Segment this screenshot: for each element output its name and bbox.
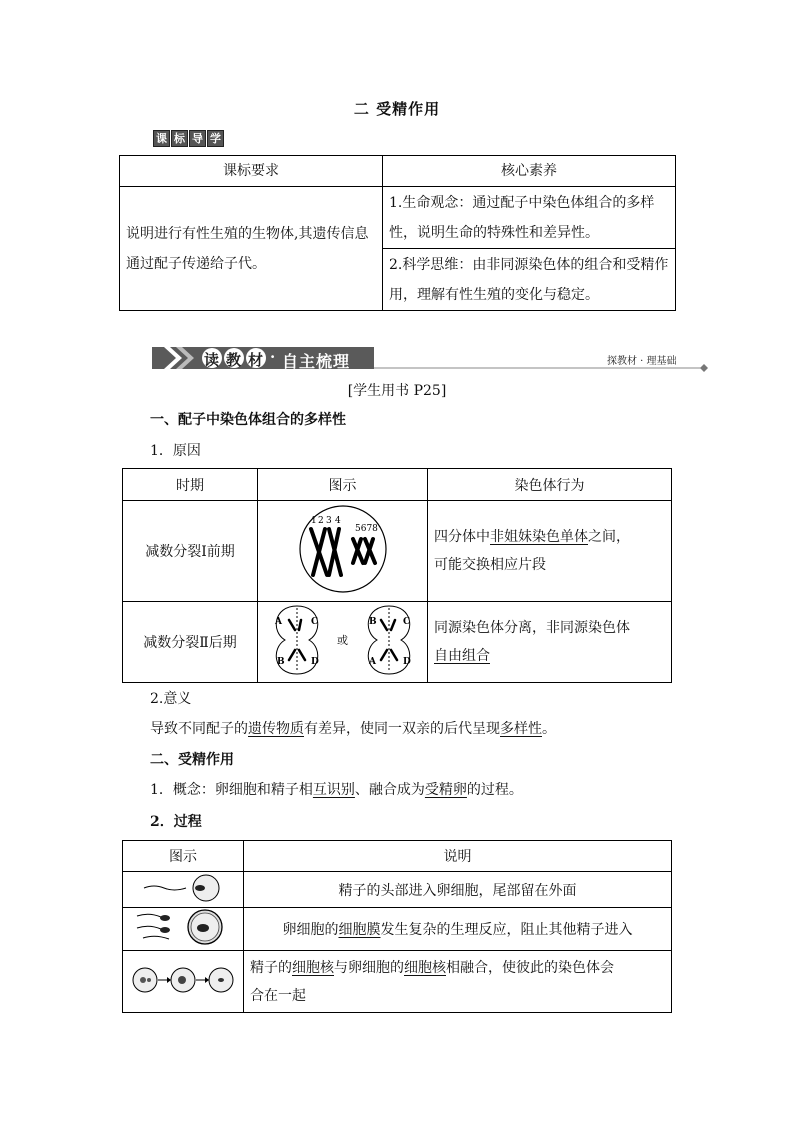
requirement-text: 说明进行有性生殖的生物体,其遗传信息通过配子传递给子代。 bbox=[126, 225, 369, 272]
meiosis-i-figure-cell bbox=[258, 501, 428, 602]
banner-subtitle: 自主梳理 bbox=[282, 352, 351, 371]
requirement-cell bbox=[120, 187, 383, 311]
table-header: 说明 bbox=[244, 841, 672, 872]
allele-letter: D bbox=[310, 657, 319, 667]
behavior-text: 可能交换相应片段 bbox=[434, 557, 546, 573]
table-header: 课标要求 bbox=[120, 156, 383, 187]
section-heading: 二、受精作用 bbox=[150, 752, 234, 768]
allele-letter: B bbox=[276, 657, 285, 667]
literacy-cell: 1.生命观念：通过配子中染色体组合的多样性，说明生命的特殊性和差异性。 bbox=[383, 187, 676, 249]
table-header: 图示 bbox=[258, 469, 428, 501]
nuclear-fusion-figure-cell bbox=[123, 951, 244, 1013]
meiosis-ii-figure-cell bbox=[258, 602, 428, 683]
chromosome-label: 5678 bbox=[354, 524, 378, 534]
allele-letter: B bbox=[368, 617, 377, 627]
behavior-text: 之间， bbox=[588, 529, 630, 545]
membrane-reaction-figure-cell bbox=[123, 908, 244, 951]
subheading-cause: 1．原因 bbox=[150, 443, 201, 459]
literacy-cell: 2.科学思维：由非同源染色体的组合和受精作用，理解有性生殖的变化与稳定。 bbox=[383, 249, 676, 311]
text-span: 与卵细胞的 bbox=[334, 959, 404, 976]
membrane-reaction-figure bbox=[135, 908, 231, 946]
meiosis-ii-figure bbox=[265, 602, 421, 678]
behavior-underline: 非姐妹染色单体 bbox=[490, 529, 588, 545]
underline-span: 互识别 bbox=[312, 782, 355, 798]
textbook-reference: [学生用书 P25] bbox=[347, 383, 447, 399]
page-title: 二 受精作用 bbox=[353, 100, 441, 118]
text-span: 的过程。 bbox=[466, 782, 523, 798]
or-label: 或 bbox=[336, 634, 348, 647]
underline-span: 受精卵 bbox=[424, 782, 467, 798]
text-span: 相融合，使彼此的染色体会 bbox=[446, 959, 614, 976]
table-header: 时期 bbox=[123, 469, 258, 501]
banner-char: 材 bbox=[248, 351, 264, 369]
text-span: 导致不同配子的 bbox=[150, 721, 248, 737]
description-cell: 精子的头部进入卵细胞，尾部留在外面 bbox=[244, 872, 672, 908]
table-header: 核心素养 bbox=[383, 156, 676, 187]
sperm-entry-figure-cell bbox=[123, 872, 244, 908]
allele-letter: C bbox=[402, 617, 410, 627]
text-span: 卵细胞的 bbox=[282, 922, 339, 938]
section-banner bbox=[152, 344, 712, 372]
underline-span: 细胞膜 bbox=[338, 922, 381, 938]
banner-right-text: 探教材 · 理基础 bbox=[607, 356, 677, 367]
chromosome-label: 2 bbox=[317, 516, 324, 526]
nuclear-fusion-figure bbox=[131, 963, 235, 997]
meiosis-i-figure bbox=[295, 503, 391, 595]
chromosome-label: 4 bbox=[334, 516, 341, 526]
description-cell bbox=[244, 951, 672, 1013]
text-span: 有差异，使同一双亲的后代呈现 bbox=[304, 721, 500, 737]
text-span: 、融合成为 bbox=[354, 782, 425, 798]
allele-letter: A bbox=[274, 617, 282, 627]
behavior-cell bbox=[428, 602, 672, 683]
chromosome-label: 1 bbox=[310, 516, 317, 526]
behavior-cell bbox=[428, 501, 672, 602]
meaning-text bbox=[150, 718, 556, 738]
banner-char: 教 bbox=[226, 351, 242, 369]
text-span: 精子的 bbox=[250, 959, 292, 976]
section-badge bbox=[153, 130, 224, 147]
chromosome-label: 3 bbox=[325, 516, 332, 526]
stage-cell: 减数分裂Ⅰ前期 bbox=[123, 501, 258, 602]
fertilization-table bbox=[122, 840, 672, 1013]
badge-char: 学 bbox=[207, 130, 224, 147]
stage-cell: 减数分裂Ⅱ后期 bbox=[123, 602, 258, 683]
text-span: 1．概念：卵细胞和精子相 bbox=[150, 782, 313, 798]
badge-char: 标 bbox=[171, 130, 188, 147]
curriculum-table bbox=[119, 155, 676, 311]
badge-char: 导 bbox=[189, 130, 206, 147]
text-span: 合在一起 bbox=[250, 987, 306, 1004]
section-heading: 一、配子中染色体组合的多样性 bbox=[150, 412, 346, 428]
table-header: 图示 bbox=[123, 841, 244, 872]
behavior-underline: 自由组合 bbox=[434, 648, 490, 664]
text-span: 发生复杂的生理反应，阻止其他精子进入 bbox=[380, 922, 633, 938]
underline-span: 细胞核 bbox=[292, 959, 334, 976]
text-span: 。 bbox=[542, 721, 556, 737]
badge-char: 课 bbox=[153, 130, 170, 147]
sperm-entry-figure bbox=[140, 873, 226, 903]
chromosome-table bbox=[122, 468, 672, 683]
description-cell bbox=[244, 908, 672, 951]
underline-span: 细胞核 bbox=[404, 959, 446, 976]
underline-span: 多样性 bbox=[500, 721, 542, 737]
process-label: 2．过程 bbox=[150, 814, 202, 830]
behavior-text: 四分体中 bbox=[434, 529, 490, 545]
allele-letter: C bbox=[310, 617, 318, 627]
allele-letter: D bbox=[402, 657, 411, 667]
concept-text bbox=[150, 779, 523, 799]
banner-dot: · bbox=[270, 348, 276, 366]
banner-char: 读 bbox=[204, 351, 220, 369]
meaning-label: 2.意义 bbox=[150, 691, 192, 707]
behavior-text: 同源染色体分离，非同源染色体 bbox=[434, 620, 630, 636]
underline-span: 遗传物质 bbox=[248, 721, 304, 737]
allele-letter: A bbox=[368, 657, 376, 667]
table-header: 染色体行为 bbox=[428, 469, 672, 501]
